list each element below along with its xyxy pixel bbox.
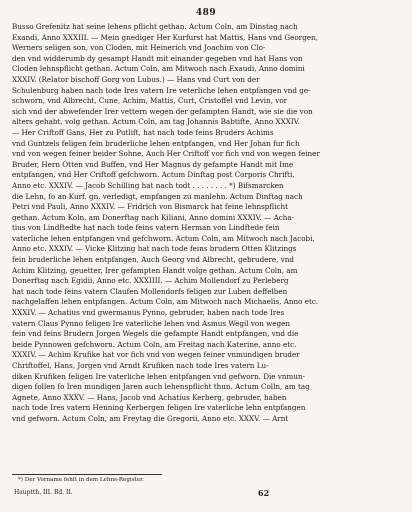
text-line: vaterliche lehen entpfangen vnd gefchworn. Actum Coln, am Mitwoch nach Jacobi, <box>12 233 315 243</box>
text-line: den vnd widderumb dy gesampt Handt mit einander gegeben vnd hat Hans von <box>12 53 303 63</box>
text-line: Achim Klitzing, geuetter, Irer gefampten Handt volge gethan. Actum Coln, am <box>12 265 298 275</box>
text-line: entpfangen, vnd Her Criftoff gefchworn. Actum Dinftag post Corporis Chrifti, <box>12 170 295 180</box>
text-line: Schulenburg haben nach tode Ires vatern Ire veterliche lehen entpfangen vnd ge- <box>12 85 311 95</box>
text-line: Agnete, Anno XXXV. — Hans, Jacob vnd Achatius Kerberg, gebruder, haben <box>12 392 287 402</box>
text-line: — Her Criftoff Gans, Her zu Putlift, hat nach tode feins Bruders Achims <box>12 127 274 137</box>
text-line: sich vnd der abwefender Irer vettern wegen der gefampten Handt, wie sie die von <box>12 106 313 116</box>
text-line: fein vnd feins Brudern Jorgen Wegels die gefampte Handt entpfangen, vnd die <box>12 329 299 339</box>
text-line: nach tode Ires vatern Henning Kerbergen feligen Ire vaterliche lehn entpfangen <box>12 403 306 413</box>
text-line: beide Pynnowen gefchworn. Actum Coln, am Freitag nach Katerine, anno etc. <box>12 339 297 349</box>
body-text <box>12 22 401 425</box>
text-line: digen follen fo Iren mundigen Jaren auch lehenspflicht thun. Actum Colln, am tag <box>12 382 310 392</box>
text-line: XXXIV. — Achatius vnd gwermanus Pynno, gebruder, haben nach tode Ires <box>12 308 285 318</box>
text-line: Exandi, Anno XXXIII. — Mein gnediger Her Kurfurst hat Mattis, Hans vnd Georgen, <box>12 32 318 42</box>
volume-footer: Hauptth. III. Bd. II. <box>14 489 73 496</box>
text-line: hat nach tode feins vatern Claufen Mollendorfs feligen zur Luben deffelben <box>12 286 288 296</box>
text-line: Bruder, Hern Otten vnd Buffen, vnd Her Magnus dy gefampte Handt mit Ime <box>12 159 294 169</box>
signature-mark: 62 <box>258 488 270 498</box>
text-line: XXXIV. (Relator bischoff Gorg von Lubus.) — Hans vnd Curt von der <box>12 74 260 84</box>
text-line: Chriftoffel, Hans, Jorgen vnd Arndt Krufiken nach tode Ires vatern Lu- <box>12 361 269 370</box>
text-line: alters gehabt, volg gethan. Actum Coln, am tag Johannis Babtifte, Anno XXXIV. <box>12 117 300 127</box>
text-line: fein bruderliche lehen entpfangen, Auch Georg vnd Albrecht, gebrudere, vnd <box>12 255 295 265</box>
text-line: Petri vnd Pauli, Anno XXXIV. — Fridrich von Bismarck hat feine lehnspflicht <box>12 202 289 212</box>
footnote-rule <box>12 474 162 475</box>
text-line: Cloden lehnspflicht gethan. Actum Coln, am Mitwoch nach Exaudi, Anno domini <box>12 64 305 74</box>
text-line: nachgelaffen lehen entpfangen. Actum Coln, am Mitwoch nach Michaelis, Anno etc. <box>12 297 319 307</box>
text-line: XXXIV. — Achim Krufike hat vor fich vnd von wegen feiner vnmundigen bruder <box>12 350 300 360</box>
text-line: Anno etc. XXXIV. — Jacob Schilling hat nach todt . . . . . . . . *) Bifsmarcken <box>12 180 284 190</box>
text-line: gethan. Actum Koln, am Donerftag nach Kiliani, Anno domini XXXIV. — Acha- <box>12 212 295 222</box>
text-line: Donerftag nach Egidii, Anno etc. XXXIIII. — Achim Mollendorf zu Perleberg <box>12 276 289 286</box>
footnote: *) Der Vorname fehlt in dem Lehns-Register. <box>18 477 144 483</box>
text-line: Busso Grefenitz hat seine lehens pflicht gethan. Actum Coln, am Dinstag nach <box>12 22 298 31</box>
text-line: vatern Claus Pynno feligen Ire vaterliche lehen vnd Asmus Wegil von wegen <box>12 318 291 328</box>
text-line: vnd von wegen feiner beider Sohne, Auch Her Criftoff vor fich vnd von wegen feiner <box>12 149 320 159</box>
text-line: vnd gefworn. Actum Coln, am Freytag die Gregorii, Anno etc. XXXV. — Arnt <box>12 413 289 423</box>
text-line: tius von Lindftedte hat nach tode feins vatern Herman von Lindftede fein <box>12 223 280 233</box>
text-line: vnd Guntzels feligen fein bruderliche lehen entpfangen, vnd Her Johan fur fich <box>12 138 300 148</box>
text-line: die Lehn, fo an Kurf. gn. verledigt, empfangen zu manlehn. Actum Dinftag nach <box>12 191 303 201</box>
page-number: 489 <box>195 8 217 18</box>
text-line: diken Krufiken feligen Ire vaterliche lehen entpfangen vnd gefworn. Die vnmun- <box>12 371 306 381</box>
text-line: Anno etc. XXXIV. — Vicke Klitzing hat nach tode feins brudern Otten Klitzings <box>12 244 297 254</box>
text-line: Werners seligen son, von Cloden, mit Heinerich vnd Joachim von Clo- <box>12 43 266 53</box>
text-line: schworn, vnd Albrecht, Cune, Achim, Mattis, Curt, Cristoffel vnd Levin, vor <box>12 96 288 106</box>
